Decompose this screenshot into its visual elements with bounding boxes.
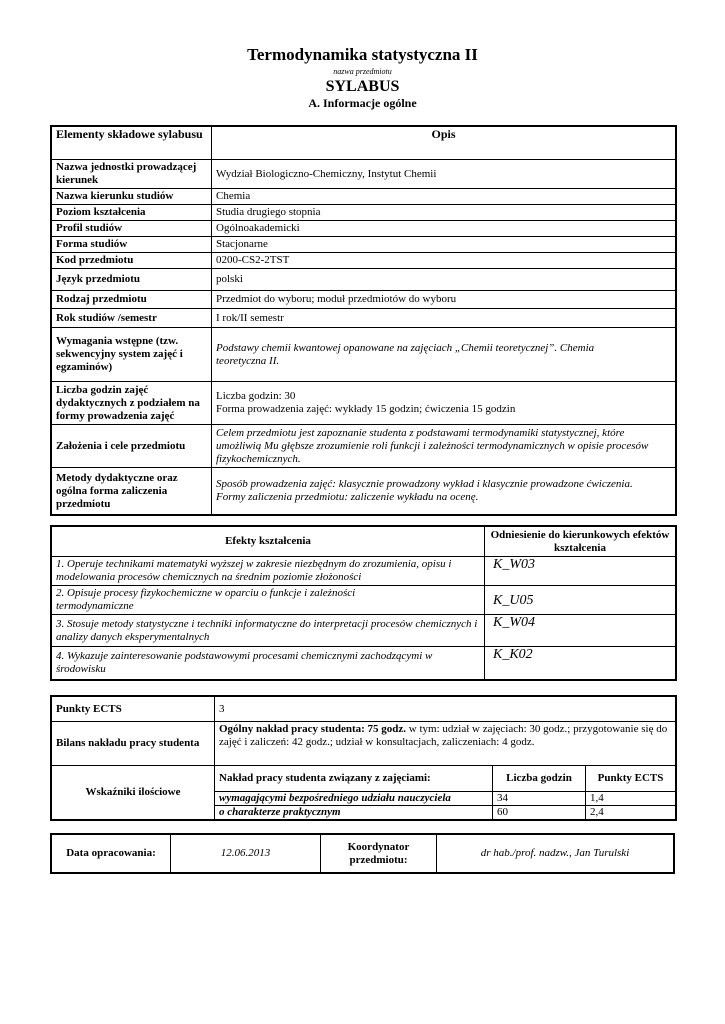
row-value: Podstawy chemii kwantowej opanowane na zajęciach „Chemii teoretycznej”. Chemia teoretyczna II. (212, 328, 676, 382)
indicator-ects: 2,4 (586, 806, 676, 820)
row-label: Język przedmiotu (52, 269, 212, 291)
table-row (52, 291, 676, 309)
workload-total: Ogólny nakład pracy studenta: 75 godz. (219, 723, 407, 735)
table-row (52, 189, 676, 205)
table-row (52, 766, 676, 792)
table-row (52, 697, 676, 722)
table-row (52, 205, 676, 221)
indicator-hours: 34 (493, 792, 586, 806)
date-value: 12.06.2013 (171, 835, 321, 873)
workload-breakdown: w tym: udział w zajęciach: 30 godz.; przygotowanie się do zajęć i zaliczeń: 42 godz.; udział w konsultacjach, zaliczeniach: 4 godz. (219, 723, 668, 748)
row-value: Stacjonarne (212, 237, 676, 253)
assessment-form-text: Formy zaliczenia przedmiotu: zaliczenie wykładu na ocenę. (216, 491, 479, 503)
workload-label: Bilans nakładu pracy studenta (52, 722, 215, 766)
column-header-reference: Odniesienie do kierunkowych efektów kształcenia (485, 527, 676, 557)
indicator-hours: 60 (493, 806, 586, 820)
row-value: I rok/II semestr (212, 309, 676, 328)
outcome-code: K_W04 (485, 615, 676, 647)
row-label: Nazwa jednostki prowadzącej kierunek (52, 160, 212, 189)
row-value: Chemia (212, 189, 676, 205)
date-label: Data opracowania: (52, 835, 171, 873)
teaching-method-text: Sposób prowadzenia zajęć: klasycznie prowadzony wykład i klasycznie prowadzone ćwiczenia. (216, 478, 633, 490)
row-value: Ogólnoakademicki (212, 221, 676, 237)
row-value: Wydział Biologiczno-Chemiczny, Instytut Chemii (212, 160, 676, 189)
column-header-description: Opis (212, 127, 676, 160)
ects-points-value: 3 (215, 697, 676, 722)
row-value: polski (212, 269, 676, 291)
outcome-code: K_U05 (485, 586, 676, 615)
row-value: 0200-CS2-2TST (212, 253, 676, 269)
row-label: Forma studiów (52, 237, 212, 253)
table-row (52, 237, 676, 253)
row-value: Celem przedmiotu jest zapoznanie studenta z podstawami termodynamiki statystycznej, które umożliwią Mu głębsze zrozumienie roli funkcji i zależności termodynamicznych w opisie procesów fizykochemicznych. (212, 425, 676, 468)
row-label: Założenia i cele przedmiotu (52, 425, 212, 468)
outcomes-header-row (52, 527, 676, 557)
table-row (52, 468, 676, 515)
ects-table (51, 696, 676, 820)
footer-table (51, 834, 674, 873)
hours-forms-text: Forma prowadzenia zajęć: wykłady 15 godzin; ćwiczenia 15 godzin (216, 403, 516, 415)
workload-value (215, 722, 676, 766)
indicator-ects: 1,4 (586, 792, 676, 806)
outcome-text: 1. Operuje technikami matematyki wyższej w zakresie niezbędnym do zrozumienia, opisu i modelowania procesów chemicznych na średnim poziomie złożoności (52, 557, 485, 586)
table-row (52, 328, 676, 382)
outcome-text: 4. Wykazuje zainteresowanie podstawowymi procesami chemicznymi zachodzącymi w środowisku (52, 647, 485, 680)
table-row (52, 722, 676, 766)
row-value: Studia drugiego stopnia (212, 205, 676, 221)
column-header-outcomes: Efekty kształcenia (52, 527, 485, 557)
row-label: Kod przedmiotu (52, 253, 212, 269)
learning-outcomes-table (51, 526, 676, 680)
indicators-label: Wskaźniki ilościowe (52, 766, 215, 820)
course-title: Termodynamika statystyczna II (247, 45, 478, 64)
table-row (52, 309, 676, 328)
coordinator-value: dr hab./prof. nadzw., Jan Turulski (437, 835, 674, 873)
table-row (52, 586, 676, 615)
indicator-label: wymagającymi bezpośredniego udziału nauczyciela (215, 792, 493, 806)
table-row (52, 835, 674, 873)
ects-points-label: Punkty ECTS (52, 697, 215, 722)
coordinator-label: Koordynator przedmiotu: (321, 835, 437, 873)
general-info-table (51, 126, 676, 515)
table-row (52, 425, 676, 468)
table-row (52, 557, 676, 586)
table-row (52, 253, 676, 269)
ects-header: Punkty ECTS (586, 766, 676, 792)
row-label: Rodzaj przedmiotu (52, 291, 212, 309)
outcome-text: 3. Stosuje metody statystyczne i techniki informatyczne do interpretacji procesów chemicznych i analizy danych eksperymentalnych (52, 615, 485, 647)
row-value (212, 468, 676, 515)
table-row (52, 615, 676, 647)
outcome-text: 2. Opisuje procesy fizykochemiczne w oparciu o funkcje i zależności termodynamiczne (52, 586, 485, 615)
row-label: Liczba godzin zajęć dydaktycznych z podziałem na formy prowadzenia zajęć (52, 382, 212, 425)
indicator-label: o charakterze praktycznym (215, 806, 493, 820)
row-label: Rok studiów /semestr (52, 309, 212, 328)
row-value (212, 382, 676, 425)
hours-header: Liczba godzin (493, 766, 586, 792)
table-row (52, 382, 676, 425)
column-header-elements: Elementy składowe sylabusu (52, 127, 212, 160)
table-row (52, 269, 676, 291)
general-info-header-row (52, 127, 676, 160)
row-label: Poziom kształcenia (52, 205, 212, 221)
row-label: Metody dydaktyczne oraz ogólna forma zaliczenia przedmiotu (52, 468, 212, 515)
table-row (52, 221, 676, 237)
row-label: Nazwa kierunku studiów (52, 189, 212, 205)
row-value: Przedmiot do wyboru; moduł przedmiotów do wyboru (212, 291, 676, 309)
hours-total-text: Liczba godzin: 30 (216, 390, 296, 402)
row-label: Wymagania wstępne (tzw. sekwencyjny system zajęć i egzaminów) (52, 328, 212, 382)
outcome-code: K_K02 (485, 647, 676, 680)
document-type: SYLABUS (325, 78, 400, 95)
table-row (52, 647, 676, 680)
table-row (52, 160, 676, 189)
indicators-header: Nakład pracy studenta związany z zajęciami: (215, 766, 493, 792)
outcome-code: K_W03 (485, 557, 676, 586)
course-title-caption: nazwa przedmiotu (333, 67, 392, 76)
row-label: Profil studiów (52, 221, 212, 237)
section-heading: A. Informacje ogólne (308, 96, 417, 110)
